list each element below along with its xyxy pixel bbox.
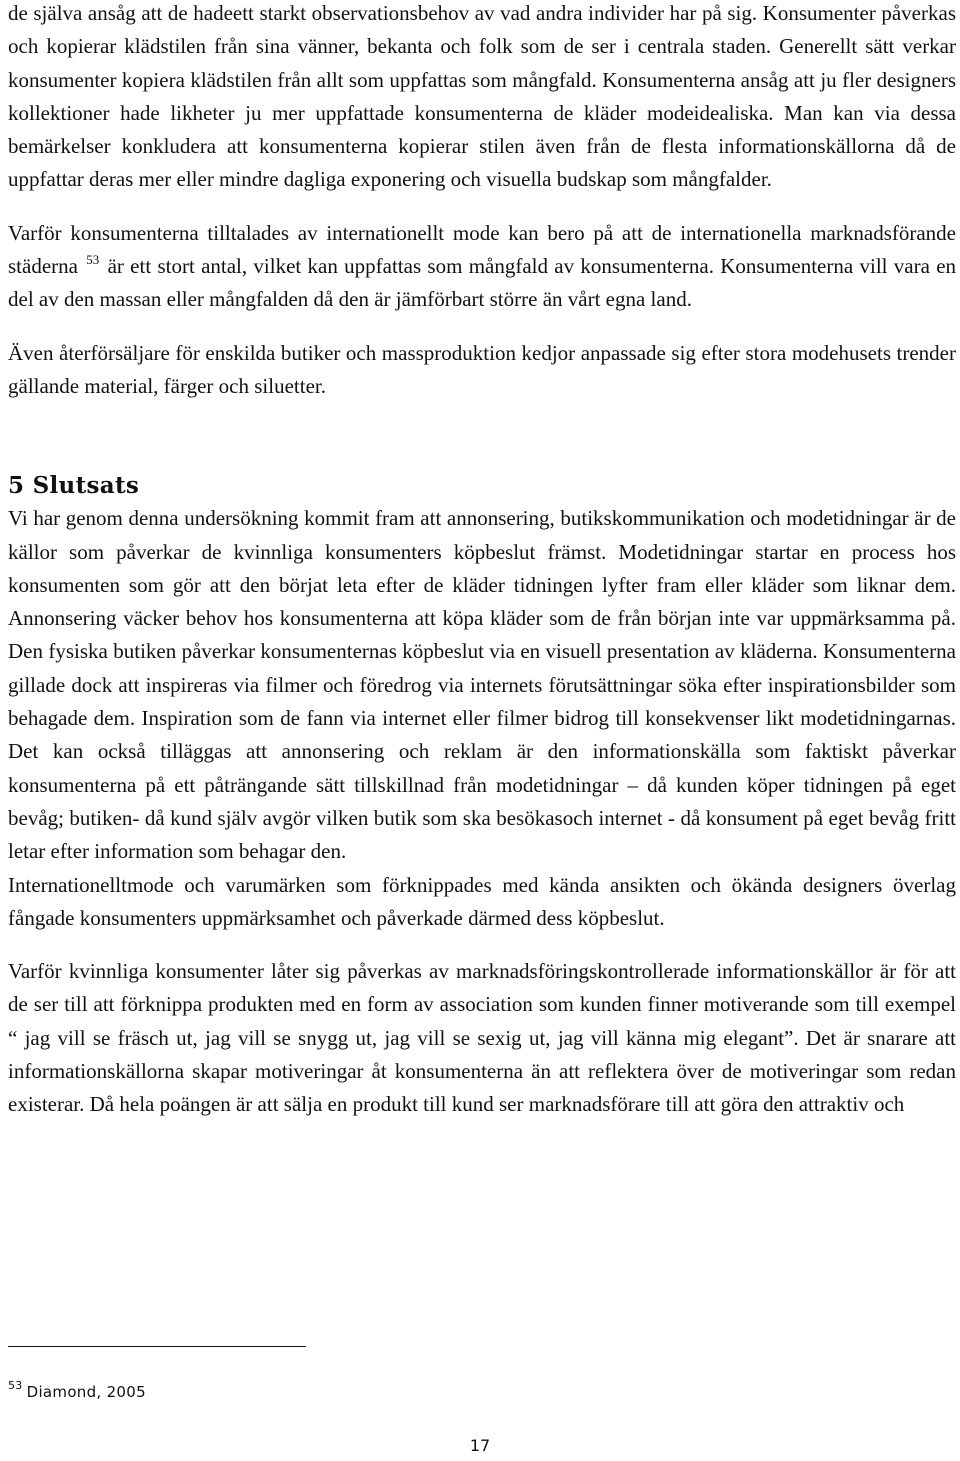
paragraph-observation: de själva ansåg att de hadeett starkt observationsbehov av vad andra individer har på sig. Konsumenter påverkas och kopierar klädstilen från sina vänner, bekanta och folk som de ser i centrala staden. Generellt sätt verkar konsumenter kopiera klädstilen från allt som uppfattas som mångfald. Konsumenterna ansåg att ju fler designers kollektioner hade likheter ju mer uppfattade konsumenterna de kläder modeidealiska. Man kan via dessa bemärkelser konkludera att konsumenterna kopierar stilen även från de flesta informationskällorna då de uppfattar deras mer eller mindre dagliga exponering och visuella budskap som mångfalder. (8, 1, 956, 192)
paragraph-brands: Internationelltmode och varumärken som förknippades med kända ansikten och ökända designers överlag fångade konsumenters uppmärksamhet och påverkade därmed dess köpbeslut. (8, 872, 956, 930)
page-content (8, 0, 956, 1122)
footnote (8, 1381, 146, 1403)
footnote-text: Diamond, 2005 (26, 1383, 146, 1401)
paragraph-retailers: Även återförsäljare för enskilda butiker och massproduktion kedjor anpassade sig efter stora modehusets trender gällande material, färger och siluetter. (8, 340, 956, 398)
paragraph-international-fashion (8, 217, 956, 317)
section-heading: 5 Slutsats (8, 472, 140, 500)
paragraph-text-end: är ett stort antal, vilket kan uppfattas som mångfald av konsumenterna. Konsumenterna vill vara en del av den massan eller mångfalden då den är jämförbart större än vårt egna land. (8, 254, 957, 312)
footnote-divider (8, 1346, 306, 1347)
paragraph-text-start: Varför konsumenterna tilltalades av internationellt mode kan bero på att de internationella marknadsförande städerna (8, 220, 956, 279)
footnote-reference: 53 (86, 252, 100, 268)
footnote-number: 53 (8, 1379, 23, 1392)
paragraph-conclusion: Vi har genom denna undersökning kommit fram att annonsering, butikskommunikation och modetidningar är de källor som påverkar de kvinnliga konsumenters köpbeslut främst. Modetidningar startar en process hos konsumenten som gör att den börjat leta efter de kläder tidningen lyfter fram eller kläder som liknar dem. Annonsering väcker behov hos konsumenterna att köpa kläder som de från början inte var uppmärksamma på. Den fysiska butiken påverkar konsumenternas köpbeslut via en visuell presentation av kläderna. Konsumenterna gillade dock att inspireras via filmer och föredrog via internets förutsättningar söka efter inspirationsbilder som behagade dem. Inspiration som de fann via internet eller filmer bidrog till konsekvenser likt modetidningarnas. Det kan också tilläggas att annonsering och reklam är den informationskälla som faktiskt påverkar konsumenterna på ett påträngande sätt tillskillnad från modetidningar – då kunden köper tidningen på eget bevåg; butiken- då kund själv avgör vilken butik som ska besökasoch internet - då konsument på eget bevåg fritt letar efter information som behagar den. (8, 506, 956, 864)
paragraph-motivation: Varför kvinnliga konsumenter låter sig påverkas av marknadsföringskontrollerade informationskällor är för att de ser till att förknippa produkten med en form av association som kunden finner motiverande som till exempel “ jag vill se fräsch ut, jag vill se snygg ut, jag vill se sexig ut, jag vill känna mig elegant”. Det är snarare att informationskällorna skapar motiveringar åt konsumenterna än att reflektera över de motiveringar som redan existerar. Då hela poängen är att sälja en produkt till kund ser marknadsförare till att göra den attraktiv och (8, 959, 956, 1117)
page-number: 17 (469, 1436, 491, 1455)
